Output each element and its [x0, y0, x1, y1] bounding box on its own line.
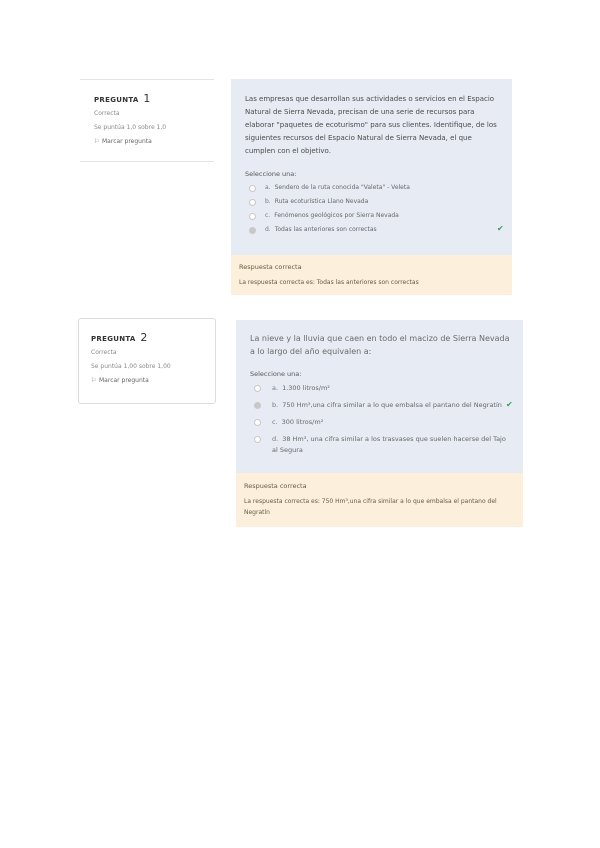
question-1-feedback — [231, 255, 512, 295]
radio-button[interactable] — [254, 436, 261, 443]
option-text: Ruta ecoturística Llano Nevada — [274, 198, 369, 205]
question-1-content — [231, 79, 512, 255]
answer-option-a[interactable] — [250, 383, 511, 400]
flag-question-link[interactable] — [94, 138, 214, 145]
answer-option-c[interactable] — [245, 211, 500, 225]
flag-label: Marcar pregunta — [99, 377, 149, 384]
question-label: PREGUNTA — [91, 335, 136, 343]
question-number: 1 — [143, 92, 151, 105]
question-text: La nieve y la lluvia que caen en todo el macizo de Sierra Nevada a lo largo del año equivalen a: — [250, 334, 510, 356]
answer-option-d[interactable] — [245, 224, 504, 239]
answer-option-d[interactable] — [250, 434, 511, 462]
question-2-heading — [91, 331, 215, 344]
option-letter: d. — [272, 435, 279, 443]
radio-button[interactable] — [249, 185, 256, 192]
option-text: Fenómenos geológicos por Sierra Nevada — [274, 212, 399, 219]
answer-option-b[interactable] — [245, 197, 500, 211]
option-letter: c. — [272, 418, 278, 426]
option-letter: d. — [265, 226, 271, 233]
option-letter: c. — [265, 212, 271, 219]
option-letter: a. — [272, 384, 279, 392]
question-2-info — [78, 318, 216, 404]
radio-button[interactable] — [249, 213, 256, 220]
radio-button-selected[interactable] — [254, 402, 261, 409]
question-text: Las empresas que desarrollan sus actividades o servicios en el Espacio Natural de Sierra Nevada, precisan de una serie de recursos para elaborar "paquetes de ecoturismo" para sus clientes. Identifique, de los siguientes recursos del Espacio Natural de Sierra Nevada, el que cumplen con el objetivo. — [245, 95, 497, 155]
question-1-info — [80, 79, 214, 162]
feedback-title: Respuesta correcta — [239, 263, 302, 271]
flag-icon: ⚐ — [91, 377, 97, 384]
correct-check-icon: ✔ — [505, 400, 513, 409]
option-text: Sendero de la ruta conocida "Valeta" - Veleta — [274, 184, 410, 191]
option-text: 750 Hm³,una cifra similar a lo que embalsa el pantano del Negratín — [282, 401, 502, 409]
question-number: 2 — [140, 331, 148, 344]
option-text: Todas las anteriores son correctas — [274, 226, 377, 233]
question-score: Se puntúa 1,0 sobre 1,0 — [94, 124, 167, 131]
option-text: 1.300 litros/m² — [282, 384, 330, 392]
answer-option-a[interactable] — [245, 183, 500, 197]
select-one-label: Seleccione una: — [245, 170, 297, 178]
question-label: PREGUNTA — [94, 96, 139, 104]
correct-check-icon: ✔ — [497, 224, 504, 233]
radio-button-selected[interactable] — [249, 227, 256, 234]
radio-button[interactable] — [249, 199, 256, 206]
flag-question-link[interactable] — [91, 377, 215, 384]
option-letter: b. — [272, 401, 279, 409]
radio-button[interactable] — [254, 385, 261, 392]
option-letter: a. — [265, 184, 271, 191]
question-1-heading — [94, 92, 214, 105]
question-2-feedback — [236, 473, 523, 527]
feedback-text: La respuesta correcta es: Todas las anteriores son correctas — [239, 279, 419, 286]
option-text: 300 litros/m² — [281, 418, 324, 426]
question-status: Correcta — [94, 110, 120, 117]
answer-option-c[interactable] — [250, 417, 511, 434]
question-2-content — [236, 320, 523, 473]
select-one-label: Seleccione una: — [250, 370, 302, 378]
feedback-text: La respuesta correcta es: 750 Hm³,una cifra similar a lo que embalsa el pantano del Negratín — [244, 498, 497, 516]
feedback-title: Respuesta correcta — [244, 482, 307, 490]
option-letter: b. — [265, 198, 271, 205]
radio-button[interactable] — [254, 419, 261, 426]
option-text: 38 Hm³, una cifra similar a los trasvases que suelen hacerse del Tajo al Segura — [272, 435, 506, 454]
flag-label: Marcar pregunta — [102, 138, 152, 145]
question-status: Correcta — [91, 349, 117, 356]
flag-icon: ⚐ — [94, 138, 100, 145]
answer-option-b[interactable] — [250, 400, 511, 417]
question-score: Se puntúa 1,00 sobre 1,00 — [91, 363, 171, 370]
